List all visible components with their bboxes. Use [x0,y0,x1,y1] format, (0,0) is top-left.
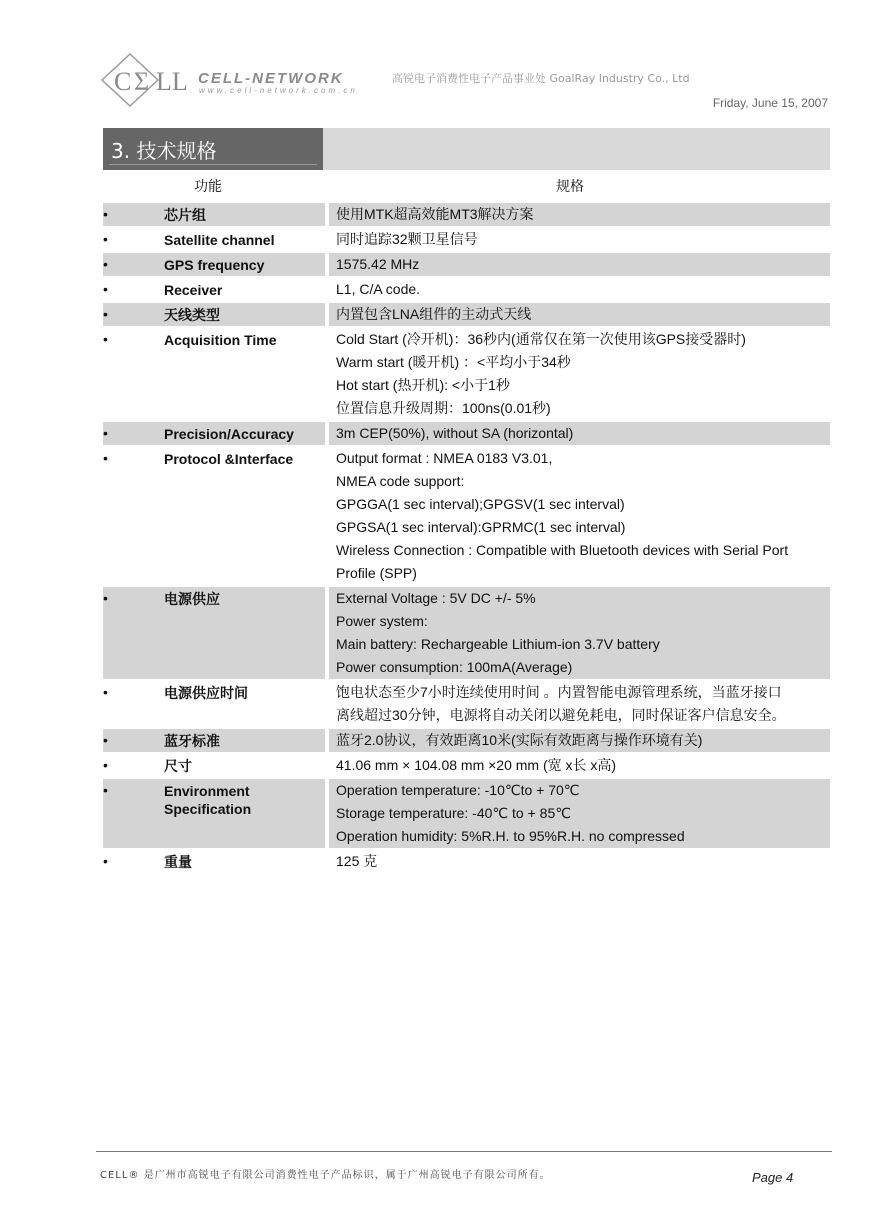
spec-value-cell [329,203,830,226]
spec-value-line: 41.06 mm × 104.08 mm ×20 mm (宽 x长 x高) [336,757,617,773]
bullet-cell [103,303,151,326]
spec-value-line: Hot start (热开机): <小于1秒 [336,377,510,393]
feature-label-cell [151,278,325,301]
bullet-cell [103,681,151,727]
bullet: • [103,684,108,700]
bullet: • [103,853,108,869]
spec-value-line: 位置信息升级周期：100ns(0.01秒) [336,400,551,416]
spec-value-line: 离线超过30分钟，电源将自动关闭以避免耗电，同时保证客户信息安全。 [336,707,786,723]
feature-label-cell [151,447,325,585]
spec-value-line: 饱电状态至少7小时连续使用时间 。内置智能电源管理系统，当蓝牙接口 [336,684,782,700]
spec-value-cell [329,850,830,873]
bullet-cell [103,253,151,276]
logo-url: www.cell-network.com.cn [199,86,358,95]
bullet: • [103,782,108,798]
spec-value-line: Operation humidity: 5%R.H. to 95%R.H. no compressed [336,828,685,844]
bullet-cell [103,328,151,420]
spec-value-cell [329,779,830,848]
row-gap [103,873,830,875]
feature-label: 尺寸 [164,758,192,774]
feature-label: Specification [164,801,252,817]
feature-label-cell [151,203,325,226]
bullet: • [103,757,108,773]
section-title-box [103,128,323,170]
spec-value-line: Wireless Connection : Compatible with Bluetooth devices with Serial Port [336,542,789,558]
bullet-cell [103,754,151,777]
feature-label-cell [151,303,325,326]
spec-row [103,850,830,873]
spec-row [103,228,830,251]
spec-value-line: L1, C/A code. [336,281,421,297]
feature-label-cell [151,681,325,727]
feature-label: Satellite channel [164,232,275,248]
spec-row [103,681,830,727]
bullet-cell [103,203,151,226]
feature-label: 电源供应 [164,591,220,607]
spec-value-line: 1575.42 MHz [336,256,420,272]
spec-row [103,203,830,226]
spec-value-cell [329,328,830,420]
spec-value-cell [329,729,830,752]
spec-row [103,754,830,777]
bullet: • [103,331,108,347]
spec-value-line: Cold Start (冷开机)：36秒内(通常仅在第一次使用该GPS接受器时) [336,331,746,347]
bullet: • [103,732,108,748]
spec-value-line: Power consumption: 100mA(Average) [336,659,573,675]
feature-label: GPS frequency [164,257,265,273]
column-header-spec: 规格 [556,179,584,195]
spec-value-line: Warm start (暖开机) ：<平均小于34秒 [336,354,571,370]
section-header-bar [103,128,830,170]
feature-label-cell [151,754,325,777]
svg-text:C: C [114,67,132,96]
feature-label: Protocol &Interface [164,451,294,467]
spec-value-cell [329,228,830,251]
bullet: • [103,306,108,322]
feature-label-cell [151,422,325,445]
spec-value-line: Operation temperature: -10℃to + 70℃ [336,782,580,798]
spec-value-line: GPGGA(1 sec interval);GPGSV(1 sec interval) [336,496,625,512]
bullet-cell [103,850,151,873]
bullet: • [103,450,108,466]
spec-value-line: Storage temperature: -40℃ to + 85℃ [336,805,571,821]
spec-value-cell [329,447,830,585]
feature-label-cell [151,587,325,679]
feature-label: 天线类型 [164,307,220,323]
spec-value-cell [329,587,830,679]
spec-value-cell [329,681,830,727]
cell-logo-icon [100,52,192,108]
feature-label: 蓝牙标准 [164,733,220,749]
feature-label-cell [151,779,325,848]
bullet-cell [103,228,151,251]
spec-value-line: 125 克 [336,853,378,869]
section-title: 3. 技术规格 [111,139,217,163]
feature-label: 电源供应时间 [164,685,248,701]
section-underline [109,164,317,165]
spec-value-line: Main battery: Rechargeable Lithium-ion 3.7V battery [336,636,660,652]
feature-label: Precision/Accuracy [164,426,294,442]
spec-value-cell [329,754,830,777]
feature-label-cell [151,850,325,873]
document-date: Friday, June 15, 2007 [712,96,828,110]
spec-value-line: NMEA code support: [336,473,465,489]
feature-label-cell [151,328,325,420]
column-header-feature: 功能 [194,179,222,195]
spec-row [103,587,830,679]
feature-label-cell [151,729,325,752]
page-header [100,52,830,112]
bullet: • [103,206,108,222]
spec-row [103,253,830,276]
bullet: • [103,425,108,441]
row-gap-cell [103,873,830,875]
bullet-cell [103,447,151,585]
svg-text:Σ: Σ [134,67,150,96]
spec-row [103,422,830,445]
bullet-cell [103,422,151,445]
bullet: • [103,281,108,297]
spec-value-line: 内置包含LNA组件的主动式天线 [336,306,532,322]
bullet: • [103,256,108,272]
spec-value-cell [329,253,830,276]
spec-value-line: 蓝牙2.0协议，有效距离10米(实际有效距离与操作环境有关) [336,732,703,748]
feature-label: 重量 [164,854,192,870]
spec-row [103,328,830,420]
bullet-cell [103,278,151,301]
bullet-cell [103,729,151,752]
page-number: Page 4 [752,1170,794,1185]
spec-value-line: External Voltage : 5V DC +/- 5% [336,590,536,606]
spec-value-line: 使用MTK超高效能MT3解决方案 [336,206,534,222]
spec-value-line: Power system: [336,613,428,629]
spec-row [103,729,830,752]
feature-label-cell [151,228,325,251]
spec-row [103,447,830,585]
spec-value-line: Output format : NMEA 0183 V3.01, [336,450,553,466]
spec-value-line: Profile (SPP) [336,565,417,581]
feature-label-cell [151,253,325,276]
feature-label: 芯片组 [164,207,206,223]
bullet: • [103,231,108,247]
feature-label: Acquisition Time [164,332,277,348]
company-name: 高锐电子消费性电子产品事业处 GoalRay Industry Co., Ltd [392,72,690,85]
feature-label: Environment [164,783,250,799]
bullet-cell [103,779,151,848]
bullet-cell [103,587,151,679]
feature-label: Receiver [164,282,223,298]
spec-value-line: GPGSA(1 sec interval):GPRMC(1 sec interval) [336,519,626,535]
spec-table [103,203,830,875]
spec-row [103,303,830,326]
bullet: • [103,590,108,606]
spec-value-line: 3m CEP(50%), without SA (horizontal) [336,425,574,441]
spec-value-cell [329,278,830,301]
footer-note: CELL® 是广州市高锐电子有限公司消费性电子产品标识，属于广州高锐电子有限公司所有。 [100,1170,551,1181]
spec-row [103,779,830,848]
svg-text:LL: LL [156,67,188,96]
spec-value-cell [329,303,830,326]
spec-value-line: 同时追踪32颗卫星信号 [336,231,478,247]
logo-text: CELL-NETWORK [198,70,344,87]
footer-divider [96,1151,832,1152]
spec-row [103,278,830,301]
spec-value-cell [329,422,830,445]
